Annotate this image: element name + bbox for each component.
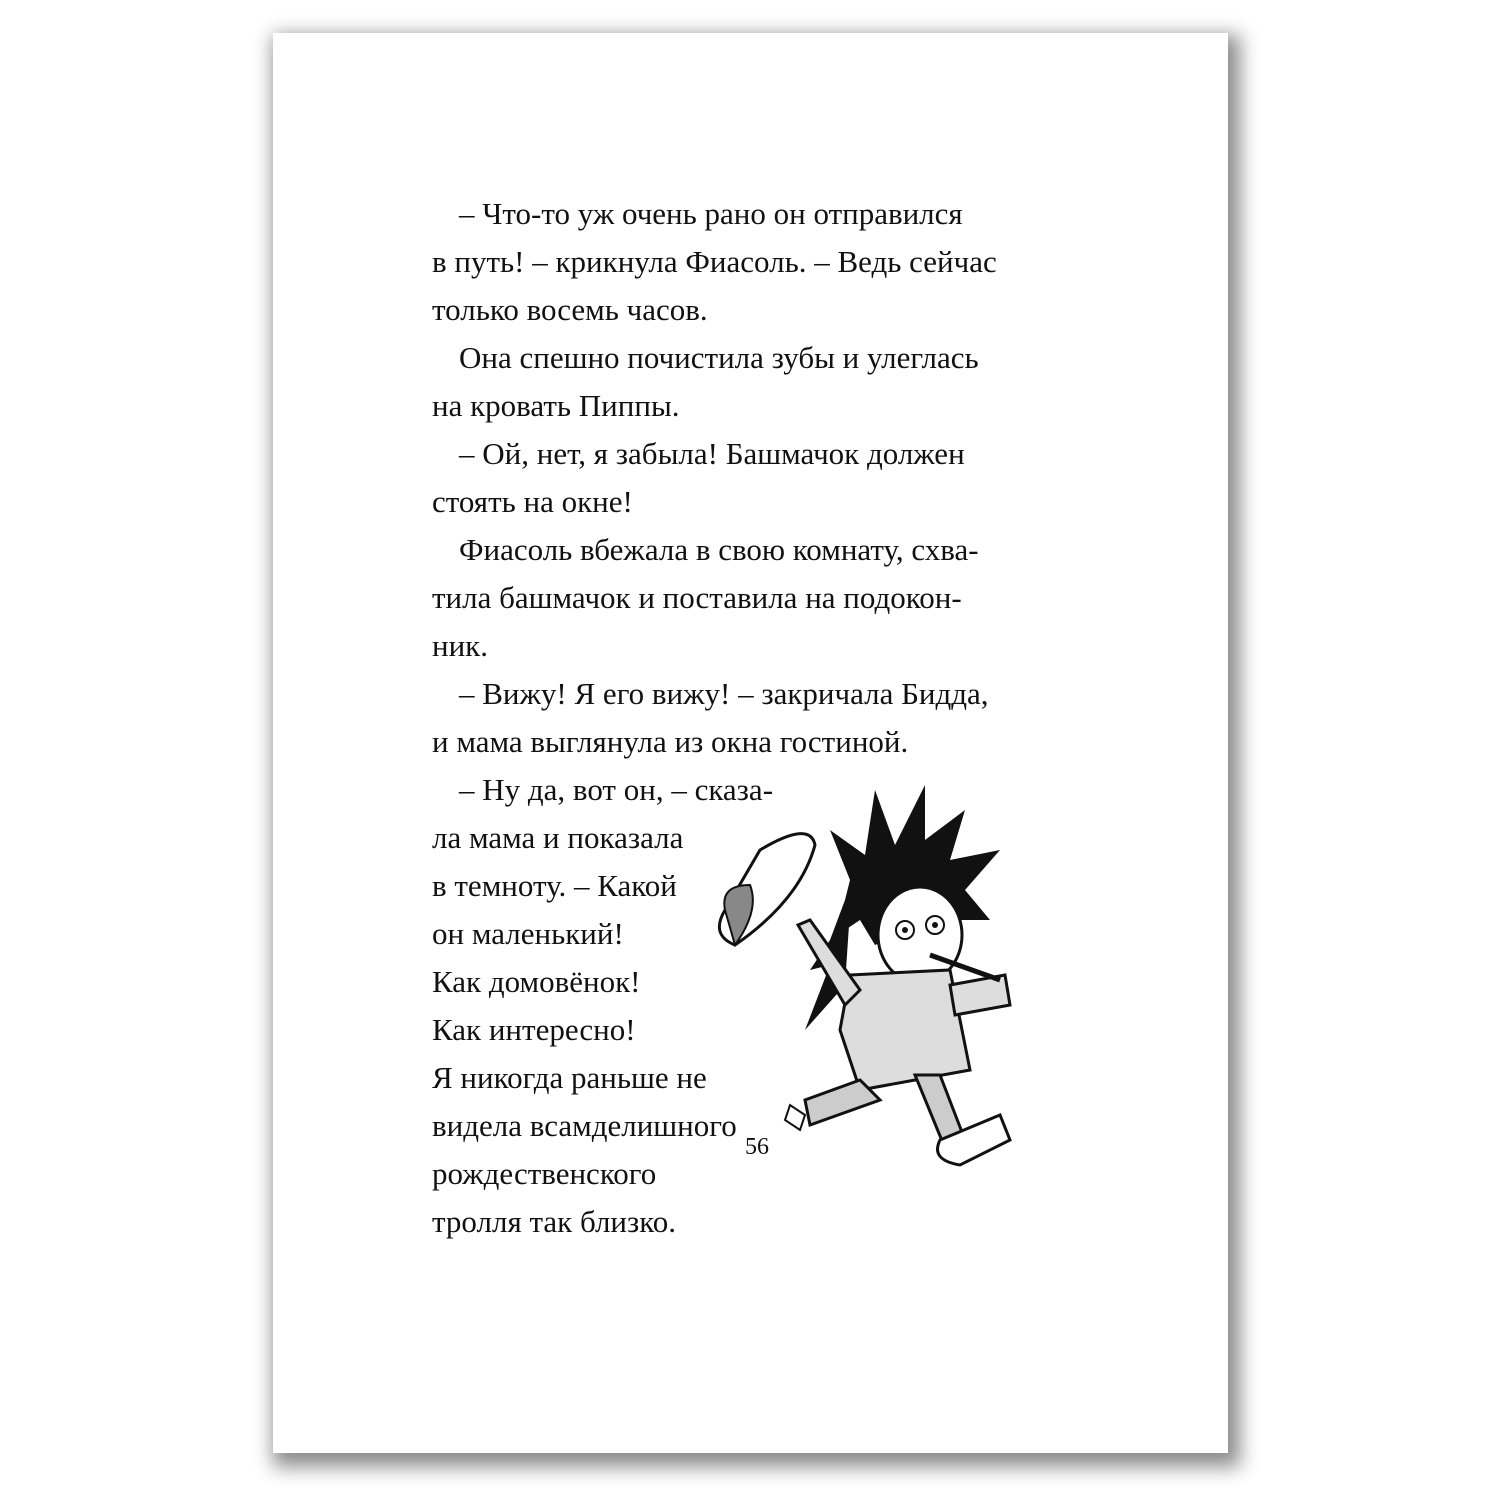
text-line: Она спешно почистила зубы и улеглась	[459, 340, 979, 375]
text-line: – Вижу! Я его вижу! – закричала Бидда,	[459, 676, 989, 711]
text-line: ник.	[432, 628, 488, 663]
text-line: на кровать Пиппы.	[432, 388, 680, 423]
text-line: только восемь часов.	[432, 292, 708, 327]
text-line: тила башмачок и поставила на подокон-	[432, 580, 962, 615]
text-line: ла мама и показала	[432, 820, 684, 855]
page-number: 56	[745, 1134, 769, 1160]
text-line: – Что-то уж очень рано он отправился	[459, 196, 963, 231]
text-line: Как домовёнок!	[432, 964, 641, 999]
text-line: Я никогда раньше не	[432, 1060, 707, 1095]
text-line: в путь! – крикнула Фиасоль. – Ведь сейчас	[432, 244, 997, 279]
text-line: – Ну да, вот он, – сказа-	[459, 772, 774, 807]
text-line: в темноту. – Какой	[432, 868, 677, 903]
girl-illustration	[700, 770, 1100, 1170]
text-line: и мама выглянула из окна гостиной.	[432, 724, 909, 759]
text-line: рождественского	[432, 1156, 657, 1191]
text-line: Как интересно!	[432, 1012, 636, 1047]
text-line: тролля так близко.	[432, 1204, 677, 1239]
text-line: видела всамделишного	[432, 1108, 737, 1143]
text-line: – Ой, нет, я забыла! Башмачок должен	[459, 436, 965, 471]
text-line: он маленький!	[432, 916, 624, 951]
text-line: стоять на окне!	[432, 484, 633, 519]
text-line: Фиасоль вбежала в свою комнату, схва-	[459, 532, 979, 567]
